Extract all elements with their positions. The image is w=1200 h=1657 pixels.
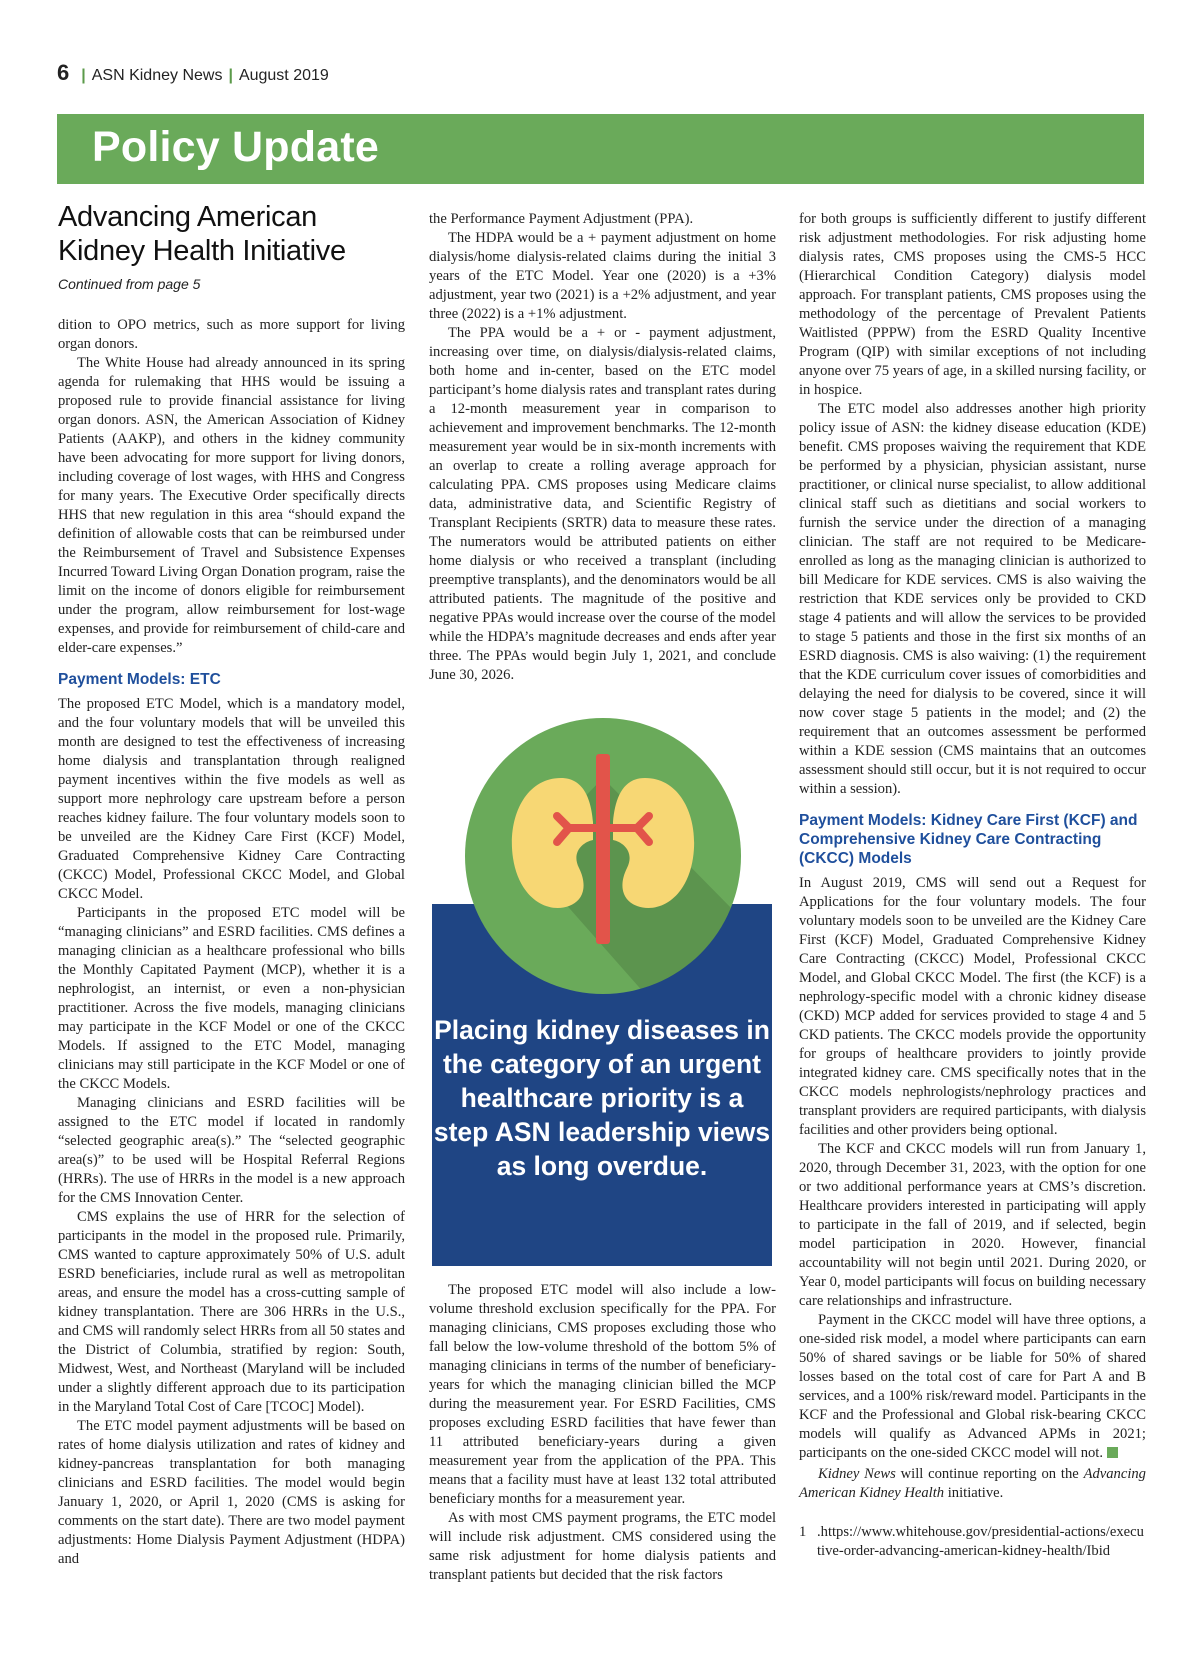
paragraph (799, 1311, 1146, 1463)
paragraph: CMS explains the use of HRR for the selection of participants in the model in the proposed rule. Primarily, CMS wanted to capture approximately 50% of U.S. adult ESRD beneficiaries, include rural as well as metropolitan areas, and ensure the model has a cross-cutting sample of kidney transplantation. There are 306 HRRs in the U.S., and CMS will randomly select HRRs from all 50 states and the District of Columbia, stratified by region: South, Midwest, West, and Northeast (Maryland will be included under a slightly different approach due to its participation in the Maryland Total Cost of Care [TCOC] Model). (58, 1209, 405, 1415)
pull-quote-text: Placing kidney diseases in the category of an urgent healthcare priority is a step ASN leadership views as long overdue. (433, 1015, 771, 1181)
publication-name: ASN Kidney News (91, 67, 223, 84)
kidney-illustration (465, 718, 741, 994)
paragraph: for both groups is sufficiently different to justify different risk adjustment methodologies. For risk adjusting home dialysis rates, CMS proposes using the CMS-5 HCC (Hierarchical Condition Category) dialysis model approach. For transplant patients, CMS proposes using the methodology of the percentage of Prevalent Patients Waitlisted (PPPW) from the ESRD Quality Incentive Program (QIP) with similar exceptions of not including anyone over 75 years of age, in a skilled nursing facility, or in hospice. (799, 211, 1146, 398)
footnote-number: 1 (799, 1524, 807, 1540)
subhead-kcf-ckcc: Payment Models: Kidney Care First (KCF) and Comprehensive Kidney Care Contracting (CKCC) Models (799, 812, 1138, 867)
column-3 (799, 210, 1146, 1561)
closing-publication: Kidney News (818, 1466, 896, 1482)
page-number: 6 (57, 60, 70, 85)
paragraph: The KCF and CKCC models will run from January 1, 2020, through December 31, 2023, with the option for one or two additional performance years at CMS’s discretion. Healthcare providers interested in participating will apply to participate in the fall of 2019, and if selected, begin model participation in 2020. However, financial accountability will not begin until 2021. During 2020, or Year 0, model participants will focus on building necessary care relationships and infrastructure. (799, 1141, 1146, 1309)
footnote (799, 1523, 1146, 1561)
paragraph: The PPA would be a + or - payment adjustment, increasing over time, on dialysis/dialysis-related claims, both home and in-center, based on the ETC model participant’s home dialysis rates and transplant rates during a 12-month measurement year in comparison to achievement and improvement benchmarks. The 12-month measurement year would be in six-month increments with an overlap to create a rolling average approach for calculating PPA. CMS proposes using Medicare claims data, administrative data, and Scientific Registry of Transplant Recipients (SRTR) data to measure these rates. The numerators would be attributed patients on either home dialysis or who received a transplant (including preemptive transplants), and the denominators would be all attributed patients. The magnitude of the positive and negative PPAs would increase over the course of the model while the HDPA’s magnitude decreases and ends after year three. The PPAs would begin July 1, 2021, and conclude June 30, 2026. (429, 325, 776, 683)
column-1 (58, 200, 405, 1569)
paragraph: As with most CMS payment programs, the ETC model will include risk adjustment. CMS considered using the same risk adjustment for home dialysis patients and transplant patients but decided that the risk factors (429, 1510, 776, 1583)
subhead-etc: Payment Models: ETC (58, 671, 221, 688)
paragraph: The White House had already announced in its spring agenda for rulemaking that HHS would be issuing a proposed rule to provide financial assistance for living organ donors. ASN, the American Association of Kidney Patients (AAKP), and others in the kidney community have been advocating for more support for living donors, including coverage of lost wages, with HHS and Congress for many years. The Executive Order specifically directs HHS that new regulation in this area “should expand the definition of allowable costs that can be reimbursed under the Reimbursement of Travel and Subsistence Expenses Incurred Toward Living Organ Donation program, raise the limit on the income of donors eligible for reimbursement under the program, allow reimbursement for lost-wage expenses, and provide for reimbursement of child-care and elder-care expenses.” (58, 355, 405, 656)
pull-quote-figure (432, 688, 772, 1266)
paragraph: dition to OPO metrics, such as more support for living organ donors. (58, 317, 405, 352)
paragraph: Managing clinicians and ESRD facilities will be assigned to the ETC model if located in randomly “selected geographic area(s).” The “selected geographic area(s)” to be used will be Hospital Referral Regions (HRRs). The use of HRRs in the model is a new approach for the CMS Innovation Center. (58, 1095, 405, 1206)
running-header (57, 60, 329, 86)
closing-initiative: Advancing American Kidney Health (799, 1466, 1146, 1501)
paragraph: The proposed ETC Model, which is a mandatory model, and the four voluntary models that will be unveiled this month are designed to test the effectiveness of increasing home dialysis and transplantation through realigned payment incentives within the five models as well as support more nephrology care upstream before a person reaches kidney failure. The four voluntary models soon to be unveiled are the Kidney Care First (KCF) Model, Graduated Comprehensive Kidney Care Contracting (CKCC) Model, Professional CKCC Model, and Global CKCC Model. (58, 696, 405, 902)
separator: | (81, 67, 86, 84)
paragraph-text: Payment in the CKCC model will have three options, a one-sided risk model, a model where participants can earn 50% of shared savings or be liable for 50% of shared losses based on the total cost of care for Part A and B services, and a 100% risk/reward model. Participants in the KCF and the Professional and Global risk-bearing CKCC models will qualify as Advanced APMs in 2021; participants on the one-sided CKCC model will not. (799, 1312, 1146, 1461)
closing-middle: will continue reporting on the (895, 1466, 1084, 1482)
paragraph: The ETC model payment adjustments will be based on rates of home dialysis utilization and rates of kidney and kidney-pancreas transplantation for both managing clinicians and ESRD facilities. The model would begin January 1, 2020, or April 1, 2020 (CMS is asking for comments on the start date). There are two model payment adjustments: Home Dialysis Payment Adjustment (HDPA) and (58, 1418, 405, 1567)
paragraph: The proposed ETC model will also include a low-volume threshold exclusion specifically for the PPA. For managing clinicians, CMS proposes excluding those who fall below the low-volume threshold of the bottom 5% of managing clinicians in terms of the number of beneficiary-years for which the managing clinician billed the MCP during the measurement year. For ESRD Facilities, CMS proposes excluding ESRD facilities that have fewer than 11 attributed beneficiary-years during a given measurement year from the application of the PPA. This means that a facility must have at least 132 total attributed beneficiary months for a measurement year. (429, 1282, 776, 1507)
kidney-icon (465, 718, 741, 994)
paragraph: The HDPA would be a + payment adjustment on home dialysis/home dialysis-related claims during the initial 3 years of the ETC Model. Year one (2020) is a +3% adjustment, year two (2021) is a +2% adjustment, and year three (2022) is a +1% adjustment. (429, 230, 776, 322)
continued-from: Continued from page 5 (58, 276, 201, 292)
issue-date: August 2019 (238, 67, 329, 84)
section-title: Policy Update (92, 123, 379, 171)
footnote-text: .https://www.whitehouse.gov/presidential-actions/executive-order-advancing-american-kidney-health/Ibid (817, 1524, 1144, 1559)
column-2-top (429, 210, 776, 685)
separator: | (228, 67, 233, 84)
closing-end: initiative. (944, 1485, 1004, 1501)
paragraph: The ETC model also addresses another high priority policy issue of ASN: the kidney disease education (KDE) benefit. CMS proposes waiving the requirement that KDE be performed by a physician, physician assistant, nurse practitioner, or clinical nurse specialist, to allow additional clinical staff such as dietitians and social workers to furnish the service under the direction of a managing clinician. The staff are not required to be Medicare-enrolled as long as the managing clinician is authorized to bill Medicare for KDE services. CMS is also waiving the restriction that KDE services only be provided to CKD stage 4 patients and will allow the services to be provided to stage 5 patients and those in the first six months of an ESRD diagnosis. CMS is also waiving: (1) the requirement that the KDE curriculum cover issues of comorbidities and delaying the need for dialysis to be covered, since it will now cover stage 5 patients in the model; and (2) the requirement that an outcomes assessment be performed within a KDE session (CMS maintains that an outcomes assessment should still occur, but it is not required to occur within a session). (799, 401, 1146, 797)
closing-note (799, 1465, 1146, 1503)
paragraph: Participants in the proposed ETC model will be “managing clinicians” and ESRD facilities. CMS defines a managing clinician as a healthcare professional who bills the Monthly Capitated Payment (MCP), whether it is a nephrologist, an internist, or even a non-physician practitioner. Across the five models, managing clinicians may participate in the KCF Model or one of the CKCC Models. If assigned to the ETC Model, managing clinicians may still participate in the KCF Model or one of the CKCC Models. (58, 905, 405, 1092)
paragraph: In August 2019, CMS will send out a Request for Applications for the four voluntary models. The four voluntary models soon to be unveiled are the Kidney Care First (KCF) Model, Graduated Comprehensive Kidney Care Contracting (CKCC) Model, Professional CKCC Model, and Global CKCC Model. The first (the KCF) is a nephrology-specific model with a chronic kidney disease (CKD) MCP added for services provided to stage 4 and 5 CKD patients. The CKCC models provide the opportunity for groups of healthcare providers to jointly provide integrated kidney care. CMS specifically notes that in the CKCC models nephrologists/nephrology practices and transplant providers are required participants, with dialysis facilities and other providers being optional. (799, 875, 1146, 1138)
paragraph: the Performance Payment Adjustment (PPA). (429, 211, 694, 227)
end-mark-icon (1107, 1447, 1118, 1458)
section-banner (57, 114, 1144, 184)
article-headline: Advancing American Kidney Health Initiative (58, 201, 346, 267)
column-2-bottom (429, 1281, 776, 1585)
